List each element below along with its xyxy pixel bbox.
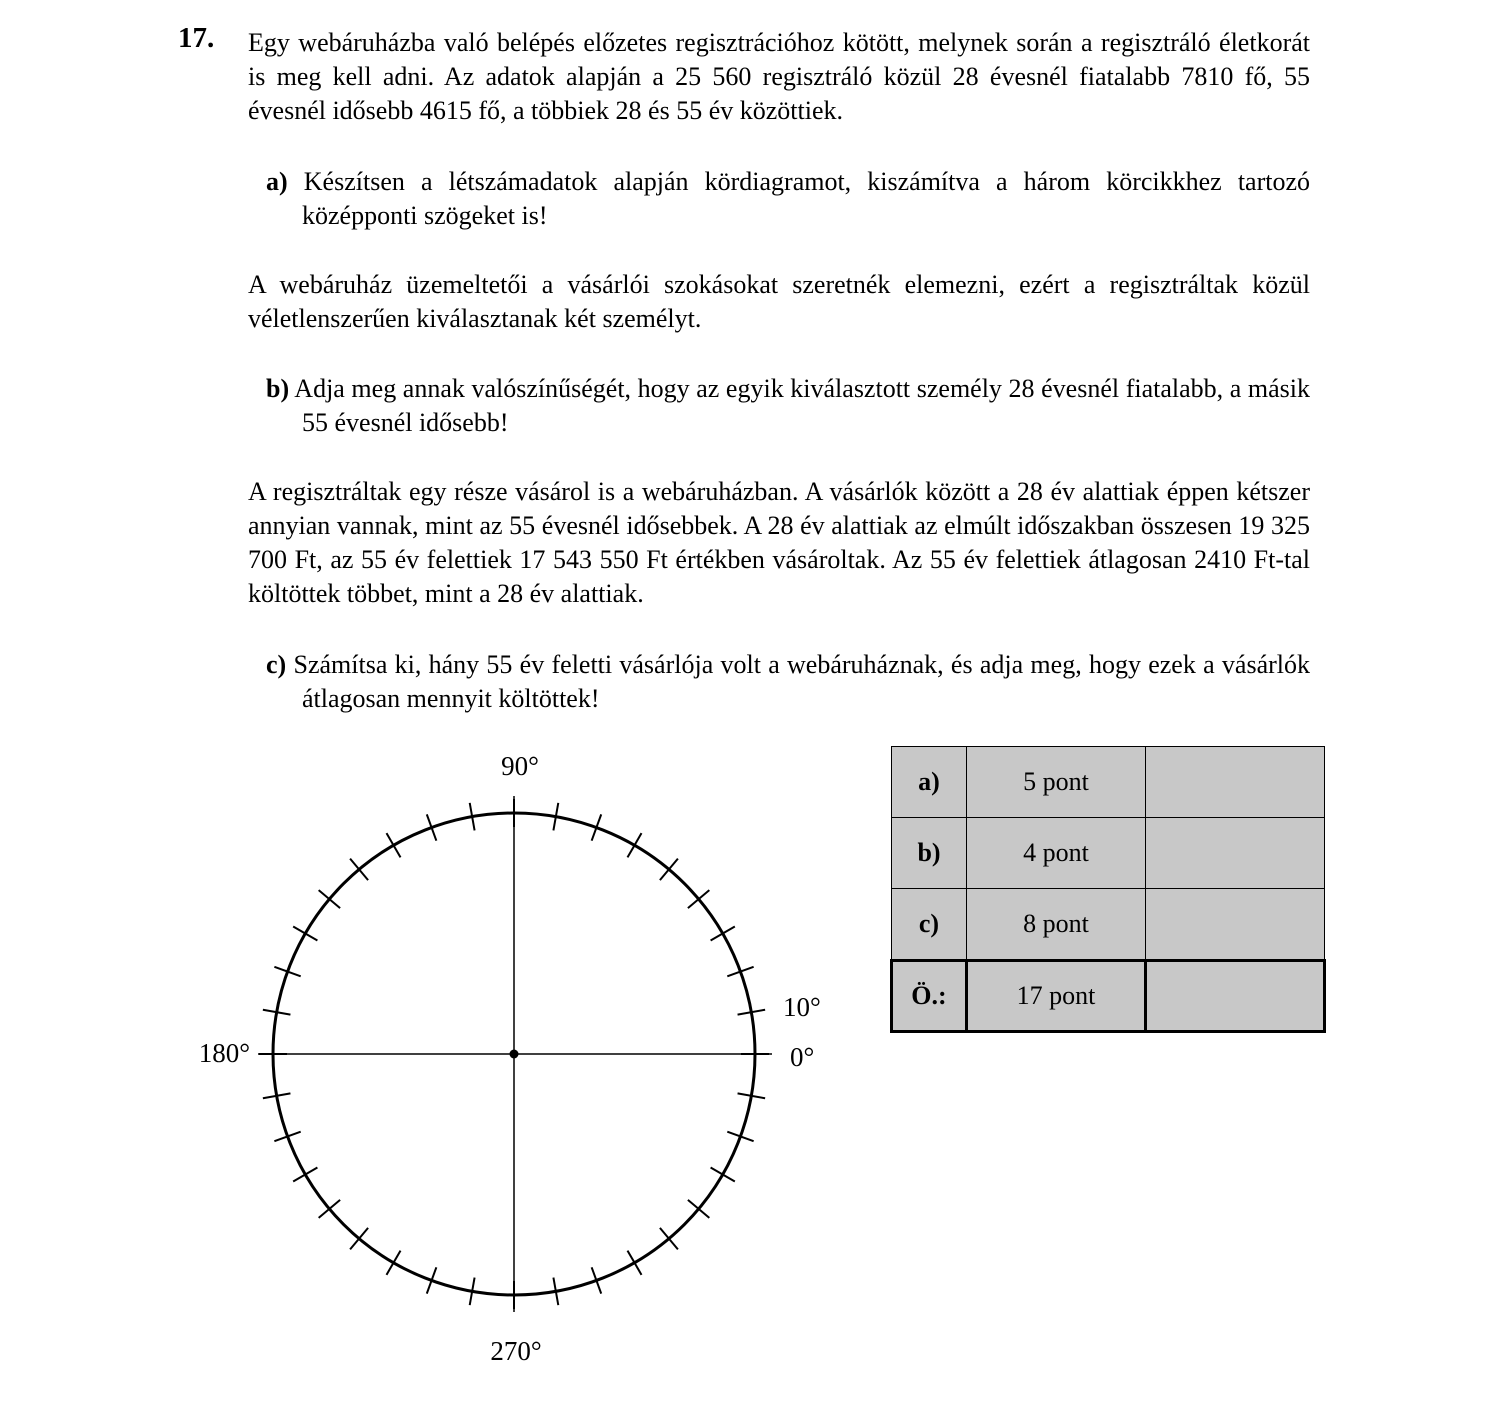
max-points: 8 pont <box>967 889 1146 961</box>
score-row-c <box>892 889 1325 961</box>
tick-mark <box>688 1200 709 1218</box>
tick-mark <box>660 859 678 880</box>
problem-number: 17. <box>178 22 215 54</box>
tick-mark <box>387 833 401 857</box>
tick-mark <box>350 859 368 880</box>
tick-mark <box>319 890 340 908</box>
task-a-label: a) <box>266 167 288 196</box>
tick-mark <box>319 1200 340 1218</box>
label-180: 180° <box>198 1038 250 1068</box>
tick-mark <box>660 1228 678 1249</box>
tick-mark <box>711 1168 735 1182</box>
paragraph-3: A regisztráltak egy része vásárol is a webáruházban. A vásárlók között a 28 év alattiak éppen kétszer annyian vannak, mint az 55 évesnél idősebbek. A 28 év alattiak az elmúlt időszakban összesen 19 325 700 Ft, az 55 év felettiek 17 543 550 Ft értékben vásároltak. Az 55 év felettiek átlagosan 2410 Ft-tal költöttek többet, mint a 28 év alattiak. <box>248 477 1310 608</box>
earned-points-cell[interactable] <box>1146 747 1325 818</box>
center-point <box>510 1050 519 1059</box>
score-row-b <box>892 818 1325 889</box>
total-label: Ö.: <box>892 961 967 1032</box>
tick-mark <box>628 833 642 857</box>
part-label: a) <box>892 747 967 818</box>
task-a-text: Készítsen a létszámadatok alapján kördiagramot, kiszámítva a három körcikkhez tartozó középponti szögeket is! <box>302 167 1311 230</box>
label-90: 90° <box>501 751 539 781</box>
earned-points-cell[interactable] <box>1146 889 1325 961</box>
part-label: b) <box>892 818 967 889</box>
score-row-a <box>892 747 1325 818</box>
max-points: 4 pont <box>967 818 1146 889</box>
score-table <box>890 746 1326 1033</box>
tick-mark <box>350 1228 368 1249</box>
tick-mark <box>628 1251 642 1275</box>
earned-points-cell[interactable] <box>1146 818 1325 889</box>
task-c-label: c) <box>266 650 287 679</box>
tick-mark <box>293 927 317 941</box>
label-10: 10° <box>783 992 821 1022</box>
tick-mark <box>293 1168 317 1182</box>
task-b-label: b) <box>266 374 290 403</box>
total-earned-cell[interactable] <box>1146 961 1325 1032</box>
label-0: 0° <box>790 1042 815 1072</box>
task-c-text: Számítsa ki, hány 55 év feletti vásárlója volt a webáruháznak, és adja meg, hogy ezek a vásárlók átlagosan mennyit költöttek! <box>293 650 1311 713</box>
tick-mark <box>711 927 735 941</box>
label-270: 270° <box>490 1336 542 1366</box>
total-points: 17 pont <box>967 961 1146 1032</box>
score-row-total <box>892 961 1325 1032</box>
task-b-text: Adja meg annak valószínűségét, hogy az egyik kiválasztott személy 28 évesnél fiatalabb, a másik 55 évesnél idősebb! <box>294 374 1310 437</box>
problem-intro: Egy webáruházba való belépés előzetes regisztrációhoz kötött, melynek során a regisztráló életkorát is meg kell adni. Az adatok alapján a 25 560 regisztráló közül 28 évesnél fiatalabb 7810 fő, 55 évesnél idősebb 4615 fő, a többiek 28 és 55 év közöttiek. <box>248 28 1310 125</box>
tick-mark <box>387 1251 401 1275</box>
paragraph-2: A webáruház üzemeltetői a vásárlói szokásokat szeretnék elemezni, ezért a regisztráltak közül véletlenszerűen kiválasztanak két személyt. <box>248 270 1310 333</box>
max-points: 5 pont <box>967 747 1146 818</box>
part-label: c) <box>892 889 967 961</box>
tick-mark <box>688 890 709 908</box>
